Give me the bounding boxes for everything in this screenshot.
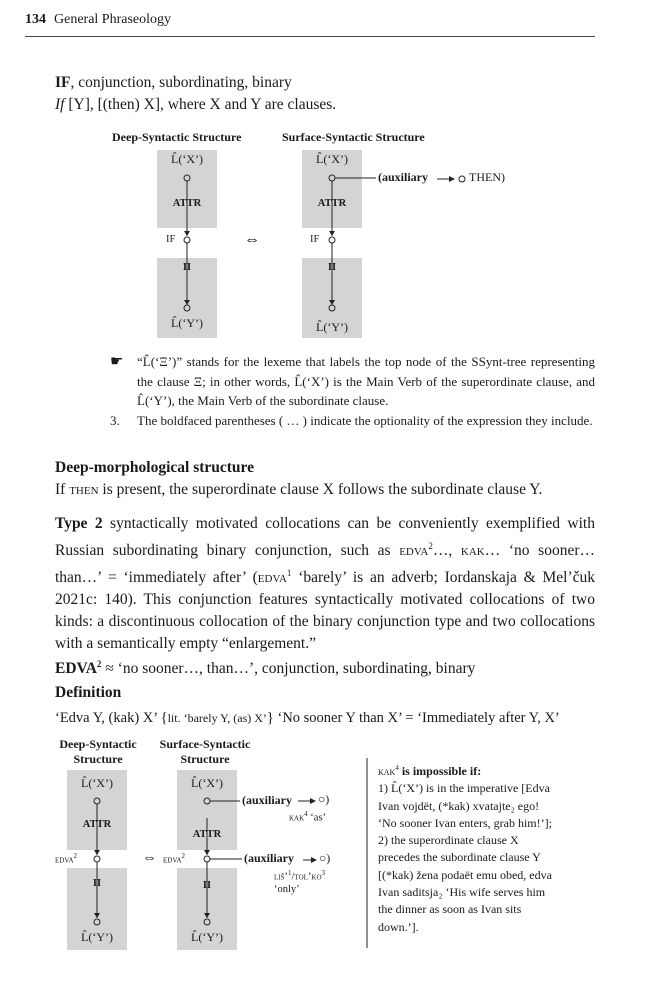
deep-morph-heading: Deep-morphological structure bbox=[55, 459, 255, 476]
aux-label-2a: (auxiliary bbox=[242, 793, 292, 807]
dsynt-attr: ATTR bbox=[172, 198, 202, 209]
ssynt2-edva-sup: 2 bbox=[181, 852, 186, 860]
side-note bbox=[378, 760, 558, 936]
dsynt-top-node: L̂(‘X’) bbox=[171, 152, 203, 166]
aux2a-close: ○) bbox=[318, 792, 330, 806]
ssynt2-ii: II bbox=[202, 880, 212, 891]
edva-sup: 2 bbox=[96, 659, 102, 669]
side-note-kak: kak bbox=[378, 764, 396, 778]
ssynt-top-node: L̂(‘X’) bbox=[316, 152, 348, 166]
definition-lit: lit. ‘barely Y, (as) X’ bbox=[167, 711, 267, 725]
ssynt-bottom-node: L̂(‘Y’) bbox=[316, 320, 348, 334]
kak4-label bbox=[289, 810, 326, 824]
dsynt-title: Deep-Syntactic Structure bbox=[112, 130, 242, 144]
kak4-text: kak bbox=[289, 812, 305, 824]
note-1: “L̂(‘Ξ’)” stands for the lexeme that labels the top node of the SSynt-tree representing the clause Ξ; in other words, L̂(‘X’) is the Main Verb of the superordinate clause, and L̂(‘Y’), the Main Verb of the subordinate clause. bbox=[137, 354, 595, 408]
dsynt2-edva-sup: 2 bbox=[73, 852, 78, 860]
type2-paragraph: Type 2 syntactically motivated collocations can be conveniently exemplified with Russian subordinating binary conjunction, such as edva$^2$…, kak… ‘no sooner… than…’ = ‘immediately after’ (edva$^1$ ‘barely’ is an adverb; Iordanskaja & Mel’čuk 2021c: 140). This conjunction features syntactically motivated collocations of two kinds: a discontinuous collocation of the binary conjunction type and two collocations with a semantically empty “enlargement.” bbox=[55, 515, 595, 653]
type2-text-2: …, bbox=[432, 542, 461, 560]
definition-text-2: } ‘No sooner Y than X’ = ‘Immediately after Y, X’ bbox=[266, 710, 560, 726]
tolko-sup: 3 bbox=[321, 869, 326, 877]
tolko-text: /tol’ko bbox=[291, 871, 322, 883]
kak4-gloss: ‘as’ bbox=[307, 812, 327, 824]
aux2b-close: ○) bbox=[319, 851, 331, 865]
only-gloss: ‘only’ bbox=[274, 884, 300, 895]
dsynt2-edva-node bbox=[55, 852, 77, 866]
ssynt2-title-2: Structure bbox=[180, 752, 230, 766]
side-note-title-rest: is impossible if: bbox=[398, 764, 482, 778]
ssynt-attr: ATTR bbox=[317, 198, 347, 209]
type2-bold: Type 2 bbox=[55, 515, 103, 532]
note-3: The boldfaced parentheses ( … ) indicate the optionality of the expression they include. bbox=[137, 413, 593, 428]
if-formula-if: If bbox=[55, 96, 65, 113]
aux-label-2b: (auxiliary bbox=[244, 851, 294, 865]
kak-smallcaps: kak bbox=[460, 542, 485, 560]
type2-text-1: syntactically motivated collocations can be conveniently exemplified with Russian subordinating binary conjunction, such as bbox=[55, 515, 595, 560]
deep-morph-pre: If bbox=[55, 481, 70, 498]
dsynt2-title-1: Deep-Syntactic bbox=[59, 737, 137, 751]
dsynt2-bottom-node: L̂(‘Y’) bbox=[81, 930, 113, 944]
dsynt-if-node: IF bbox=[166, 234, 176, 245]
ssynt-ii: II bbox=[327, 262, 337, 273]
dsynt2-title-2: Structure bbox=[73, 752, 123, 766]
dsynt2-top-node: L̂(‘X’) bbox=[81, 776, 113, 790]
if-headword: IF bbox=[55, 74, 71, 91]
ssynt-if-node: IF bbox=[310, 234, 320, 245]
dsynt-ii: II bbox=[182, 262, 192, 273]
side-note-item-2: 2) the superordinate clause X precedes the subordinate clause Y [(*kak) žena podaët emu obed, edva Ivan saditsja₂ ‘His wife serves him the dinner as soon as Ivan sits down.’]. bbox=[378, 833, 552, 934]
if-description: , conjunction, subordinating, binary bbox=[70, 74, 292, 91]
definition-text-1: ‘Edva Y, (kak) X’ { bbox=[55, 710, 168, 726]
type2-text-4: ‘barely’ is an adverb; Iordanskaja & Mel’čuk 2021c: 140). This conjunction features syntactically motivated collocations of two kinds: a discontinuous collocation of the binary conjunction type and two collocations with a semantically empty “enlargement.” bbox=[55, 569, 595, 653]
ssynt2-bottom-node: L̂(‘Y’) bbox=[191, 930, 223, 944]
ssynt2-attr: ATTR bbox=[192, 829, 222, 840]
dsynt2-attr: ATTR bbox=[82, 819, 112, 830]
side-note-title bbox=[378, 760, 558, 780]
lish-text: liš’ bbox=[274, 871, 288, 883]
edva-headword: EDVA bbox=[55, 660, 97, 678]
edva-smallcaps: edva bbox=[399, 542, 429, 560]
ssynt-title: Surface-Syntactic Structure bbox=[282, 130, 425, 144]
equiv-arrow-1: ⇔ bbox=[244, 231, 260, 248]
dsynt-bottom-node: L̂(‘Y’) bbox=[171, 316, 203, 330]
if-formula-rest: [Y], [(then) X], where X and Y are clauses. bbox=[64, 96, 337, 113]
note-3-number: 3. bbox=[110, 413, 120, 428]
edva-gloss: ≈ ‘no sooner…, than…’, conjunction, subordinating, binary bbox=[101, 660, 476, 678]
deep-morph-post: is present, the superordinate clause X follows the subordinate clause Y. bbox=[98, 481, 543, 498]
dsynt2-edva-text: edva bbox=[55, 854, 74, 866]
aux-label-1: (auxiliary bbox=[378, 170, 428, 184]
then-smallcaps: then bbox=[69, 481, 99, 498]
type2-text-3: … ‘no sooner… than…’ = ‘immediately after’ ( bbox=[55, 542, 595, 587]
ssynt2-edva-node bbox=[163, 852, 185, 866]
running-title: General Phraseology bbox=[54, 12, 172, 27]
ssynt2-top-node: L̂(‘X’) bbox=[191, 776, 223, 790]
lish-sup: 1 bbox=[288, 869, 292, 877]
edva-1-smallcaps: edva bbox=[257, 569, 287, 587]
side-note-item-1: 1) L̂(‘X’) is in the imperative [Edva Ivan vojdët, (*kak) xvatajte₂ ego! ‘No sooner Ivan enters, grab him!’]; bbox=[378, 781, 552, 830]
then-label: THEN) bbox=[469, 170, 505, 184]
kak4-sup: 4 bbox=[304, 810, 308, 818]
lish-tolko-label bbox=[274, 869, 325, 883]
side-note-sup: 4 bbox=[395, 764, 399, 772]
page-number: 134 bbox=[25, 12, 46, 27]
pointing-hand-icon: ☛ bbox=[110, 354, 124, 370]
ssynt2-title-1: Surface-Syntactic bbox=[159, 737, 251, 751]
ssynt2-edva-text: edva bbox=[163, 854, 182, 866]
equiv-arrow-2: ⇔ bbox=[142, 850, 157, 866]
dsynt2-ii: II bbox=[92, 878, 102, 889]
definition-heading: Definition bbox=[55, 684, 122, 701]
